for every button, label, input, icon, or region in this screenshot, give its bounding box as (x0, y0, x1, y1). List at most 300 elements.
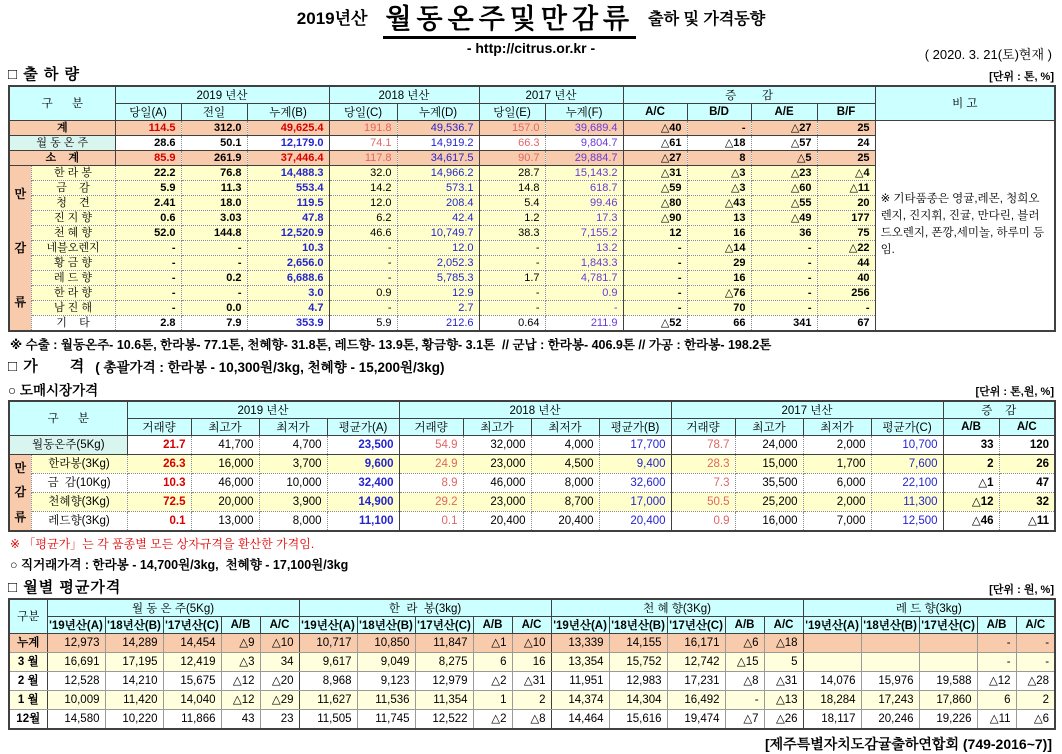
t2-cell: 32,000 (463, 435, 531, 454)
t3-cell: △8 (725, 671, 764, 690)
t3-subhead-2-3: A/B (725, 616, 764, 633)
t1-subhead-3: 당일(C) (329, 103, 397, 120)
t1-cell: 14,919.2 (397, 135, 479, 150)
t3-cell: 12,419 (163, 652, 221, 671)
t1-head-2019: 2019 년산 (115, 86, 329, 104)
t1-cell: 256 (817, 285, 875, 300)
t1-cell: 16 (687, 270, 751, 285)
t1-cell: - (751, 285, 817, 300)
t1-cell: △55 (751, 195, 817, 210)
t1-cell: 12,520.9 (247, 225, 329, 240)
t3-cell: △28 (1016, 671, 1055, 690)
t1-cell: 90.7 (479, 150, 545, 165)
t3-cell: 23 (260, 709, 299, 729)
t3-head-group-0: 월 동 온 주(5Kg) (47, 599, 299, 617)
t3-subhead-3-4: A/C (1016, 616, 1055, 633)
t3-subhead-3-0: '19년산(A) (803, 616, 861, 633)
t3-cell (861, 633, 919, 652)
t3-cell: 2 (1016, 690, 1055, 709)
t1-cell: 5.9 (115, 180, 181, 195)
t3-cell: △1 (473, 633, 512, 652)
t1-row-label: 한 라 향 (31, 285, 115, 300)
t1-cell: 12,179.0 (247, 135, 329, 150)
t3-subhead-0-3: A/B (221, 616, 260, 633)
t3-cell: 11,847 (415, 633, 473, 652)
t3-cell: - (1016, 633, 1055, 652)
t1-cell: △59 (623, 180, 687, 195)
t1-cell: 14.8 (479, 180, 545, 195)
t1-row-label: 진 지 향 (31, 210, 115, 225)
t2-row-2 (9, 473, 1055, 492)
t2-cell: 7.3 (671, 473, 735, 492)
t2-cell: 11,300 (871, 492, 943, 511)
t2-group-mangamryu (9, 454, 31, 531)
t3-cell: 12,522 (415, 709, 473, 729)
t1-cell: - (623, 255, 687, 270)
t3-subhead-1-1: '18년산(B) (357, 616, 415, 633)
t2-cell: 25,200 (735, 492, 803, 511)
t2-cell: 23,000 (463, 454, 531, 473)
t2-cell: 0.9 (671, 511, 735, 531)
t1-cell: 13 (687, 210, 751, 225)
t1-cell: △40 (623, 120, 687, 135)
t2-cell: 16,000 (191, 454, 259, 473)
monthly-section-title: □ 월별 평균가격 (8, 578, 122, 596)
t3-cell: - (977, 633, 1016, 652)
t2-cell: △46 (943, 511, 999, 531)
t1-cell: 24 (817, 135, 875, 150)
t2-cell: 29.2 (399, 492, 463, 511)
t3-cell: △7 (725, 709, 764, 729)
t2-subhead-4: 거래량 (399, 418, 463, 435)
t1-cell: 76.8 (181, 165, 247, 180)
t3-cell: 20,246 (861, 709, 919, 729)
t1-cell: 208.4 (397, 195, 479, 210)
t1-cell: 42.4 (397, 210, 479, 225)
site-url-link[interactable]: - http://citrus.or.kr - (466, 39, 596, 56)
t1-cell: - (623, 240, 687, 255)
t3-subhead-1-0: '19년산(A) (299, 616, 357, 633)
t3-cell: 19,474 (667, 709, 725, 729)
t1-cell: 0.6 (115, 210, 181, 225)
t1-head-gubun: 구 분 (9, 86, 115, 121)
t2-cell: 9,400 (599, 454, 671, 473)
t1-row-label: 기 타 (31, 315, 115, 331)
t3-cell: 13,354 (551, 652, 609, 671)
t1-cell: 25 (817, 150, 875, 165)
t1-cell: 2.7 (397, 300, 479, 315)
t2-cell: 3,900 (259, 492, 327, 511)
t3-cell: △6 (1016, 709, 1055, 729)
t3-cell: 12,973 (47, 633, 105, 652)
t2-subhead-1: 최고가 (191, 418, 259, 435)
t2-row-label: 월동온주(5Kg) (9, 435, 127, 454)
t2-subhead-13: A/C (999, 418, 1055, 435)
t3-cell: 11,866 (163, 709, 221, 729)
t2-cell: 9,600 (327, 454, 399, 473)
price-section-title: □ 가 격 (8, 357, 86, 375)
t2-row-3 (9, 492, 1055, 511)
t3-subhead-1-4: A/C (512, 616, 551, 633)
t1-cell: △43 (687, 195, 751, 210)
t1-cell: 14.2 (329, 180, 397, 195)
t3-cell: 17,243 (861, 690, 919, 709)
t1-cell: △14 (687, 240, 751, 255)
t1-cell: △4 (817, 165, 875, 180)
title-year: 2019년산 (296, 9, 368, 28)
t2-cell: 28.3 (671, 454, 735, 473)
monthly-section-line (8, 576, 1054, 597)
t2-subhead-5: 최고가 (463, 418, 531, 435)
group-letter: 감 (14, 485, 27, 500)
t2-subhead-2: 최저가 (259, 418, 327, 435)
t2-cell: 54.9 (399, 435, 463, 454)
group-letter: 만 (14, 186, 27, 201)
t1-cell: 4,781.7 (545, 270, 623, 285)
t3-subhead-2-2: '17년산(C) (667, 616, 725, 633)
t3-cell: 17,195 (105, 652, 163, 671)
shipment-unit-label: [단위 : 톤, %] (989, 70, 1054, 83)
t1-cell: 13.2 (545, 240, 623, 255)
t1-cell: 618.7 (545, 180, 623, 195)
subtitle-line (8, 40, 1054, 60)
t2-cell: 17,000 (599, 492, 671, 511)
t1-head-2018: 2018 년산 (329, 86, 479, 104)
t2-cell: 24.9 (399, 454, 463, 473)
t3-subhead-0-1: '18년산(B) (105, 616, 163, 633)
t1-cell: 36 (751, 225, 817, 240)
t1-cell: △60 (751, 180, 817, 195)
t3-subhead-3-2: '17년산(C) (919, 616, 977, 633)
export-note: ※ 수출 : 월동온주- 10.6톤, 한라봉- 77.1톤, 천혜향- 31.8톤, 레드향- 13.9톤, 황금향- 3.1톤 // 군납 : 한라봉- 406.9톤 // 가공 : 한라봉- 198.2톤 (10, 337, 772, 352)
t2-subhead-10: 최저가 (803, 418, 871, 435)
t2-subhead-8: 거래량 (671, 418, 735, 435)
t1-cell: 28.6 (115, 135, 181, 150)
t1-cell: - (545, 300, 623, 315)
t3-cell: 17,860 (919, 690, 977, 709)
t1-cell: △31 (623, 165, 687, 180)
wholesale-section-line (8, 379, 1054, 399)
t3-cell: 43 (221, 709, 260, 729)
t3-cell: 14,040 (163, 690, 221, 709)
t1-cell: △27 (751, 120, 817, 135)
t3-cell: 19,226 (919, 709, 977, 729)
t1-cell: 22.2 (115, 165, 181, 180)
shipment-table (8, 85, 1056, 332)
t1-cell: 67 (817, 315, 875, 331)
t3-cell: 11,536 (357, 690, 415, 709)
t1-cell: 46.6 (329, 225, 397, 240)
t2-cell: 8.9 (399, 473, 463, 492)
t1-cell: △22 (817, 240, 875, 255)
t2-cell: 33 (943, 435, 999, 454)
t1-row-label: 청 견 (31, 195, 115, 210)
t1-cell: 49,536.7 (397, 120, 479, 135)
report-date: ( 2020. 3. 21(토)현재 ) (924, 46, 1052, 62)
t3-cell: △2 (473, 709, 512, 729)
t3-cell: 14,210 (105, 671, 163, 690)
t3-cell: 11,420 (105, 690, 163, 709)
t1-cell: 117.8 (329, 150, 397, 165)
t1-cell: 14,966.2 (397, 165, 479, 180)
t3-cell: 18,117 (803, 709, 861, 729)
t1-cell: 52.0 (115, 225, 181, 240)
t2-cell: 22,100 (871, 473, 943, 492)
t3-cell (803, 633, 861, 652)
wholesale-title: ○ 도매시장가격 (8, 382, 99, 398)
t2-cell: 16,000 (735, 511, 803, 531)
price-summary-note: ( 총괄가격 : 한라봉 - 10,300원/3kg, 천혜향 - 15,200원/3kg) (95, 359, 445, 375)
t3-row-1 (9, 652, 1055, 671)
t1-cell: 66.3 (479, 135, 545, 150)
t3-head-group-2: 천 혜 향(3Kg) (551, 599, 803, 617)
t3-cell (861, 652, 919, 671)
t3-cell: 1 (473, 690, 512, 709)
t1-cell: △49 (751, 210, 817, 225)
t2-cell: 7,000 (803, 511, 871, 531)
t2-row-label: 레드향(3Kg) (31, 511, 127, 531)
t2-cell: 12,500 (871, 511, 943, 531)
t1-cell: 12.0 (397, 240, 479, 255)
t2-subhead-3: 평균가(A) (327, 418, 399, 435)
t1-cell: 2.41 (115, 195, 181, 210)
t2-cell: 3,700 (259, 454, 327, 473)
t1-cell: 211.9 (545, 315, 623, 331)
t2-cell: 10.3 (127, 473, 191, 492)
t1-cell: 144.8 (181, 225, 247, 240)
t1-cell: △3 (687, 165, 751, 180)
t3-subhead-3-1: '18년산(B) (861, 616, 919, 633)
t3-cell: 12,983 (609, 671, 667, 690)
t1-cell: 191.8 (329, 120, 397, 135)
t3-cell: △6 (725, 633, 764, 652)
t3-cell: 14,454 (163, 633, 221, 652)
t1-cell: △27 (623, 150, 687, 165)
t1-cell: 12.9 (397, 285, 479, 300)
t1-cell: 5.4 (479, 195, 545, 210)
t1-row-label: 네블오렌지 (31, 240, 115, 255)
monthly-unit-label: [단위 : 원, %] (989, 583, 1054, 596)
t2-cell: 23,500 (327, 435, 399, 454)
t1-remark: ※ 기타품종은 영귤,레몬, 청희오렌지, 진지휘, 진귤, 만다린, 블러드오렌지, 폰깡,세미놀, 하루미 등 임. (875, 120, 1055, 331)
t1-subhead-5: 당일(E) (479, 103, 545, 120)
t3-cell: 15,752 (609, 652, 667, 671)
t2-header-row (9, 401, 1055, 419)
t2-cell: 2,000 (803, 492, 871, 511)
t1-cell: △57 (751, 135, 817, 150)
t3-cell: - (977, 652, 1016, 671)
t3-cell (919, 652, 977, 671)
t3-cell: 12,742 (667, 652, 725, 671)
t1-cell: 12 (623, 225, 687, 240)
t2-row-label: 천혜향(3Kg) (31, 492, 127, 511)
t3-cell: 12,528 (47, 671, 105, 690)
t1-subhead-4: 누계(D) (397, 103, 479, 120)
t1-cell: - (751, 300, 817, 315)
t1-cell: 9,804.7 (545, 135, 623, 150)
t1-subhead-7: A/C (623, 103, 687, 120)
t1-cell: 38.3 (479, 225, 545, 240)
t2-cell: 20,000 (191, 492, 259, 511)
t3-cell: 16,492 (667, 690, 725, 709)
t1-cell: - (751, 240, 817, 255)
t3-row-label: 12월 (9, 709, 47, 729)
t3-cell: △8 (512, 709, 551, 729)
t3-row-0 (9, 633, 1055, 652)
t3-cell: 14,304 (609, 690, 667, 709)
t2-cell: 32,400 (327, 473, 399, 492)
t2-cell: 21.7 (127, 435, 191, 454)
t1-cell: 1.2 (479, 210, 545, 225)
t1-cell: - (329, 270, 397, 285)
t1-cell: 40 (817, 270, 875, 285)
t2-row-label: 금 감(10Kg) (31, 473, 127, 492)
t3-row-label: 1 월 (9, 690, 47, 709)
t1-cell: △90 (623, 210, 687, 225)
t3-subhead-1-2: '17년산(C) (415, 616, 473, 633)
t2-row-1 (9, 454, 1055, 473)
t1-row-label: 한 라 봉 (31, 165, 115, 180)
t1-cell: - (115, 255, 181, 270)
t1-cell: △23 (751, 165, 817, 180)
t1-cell: - (623, 270, 687, 285)
t2-subhead-6: 최저가 (531, 418, 599, 435)
avg-price-note: ※ 「평균가」는 각 품종별 모든 상자규격을 환산한 가격임. (10, 536, 315, 551)
t2-subhead-9: 최고가 (735, 418, 803, 435)
t1-cell: 32.0 (329, 165, 397, 180)
t2-cell: 8,700 (531, 492, 599, 511)
t3-cell: 16,691 (47, 652, 105, 671)
t2-row-label: 한라봉(3Kg) (31, 454, 127, 473)
t1-subhead-6: 누계(F) (545, 103, 623, 120)
title-line (8, 2, 1054, 39)
t1-cell: 25 (817, 120, 875, 135)
footer-org: [제주특별자치도감귤출하연합회 (749-2016~7)] (764, 735, 1052, 752)
t3-row-4 (9, 709, 1055, 729)
t1-cell: 2,052.3 (397, 255, 479, 270)
t2-cell: 0.1 (399, 511, 463, 531)
t1-cell: △52 (623, 315, 687, 331)
t3-subhead-2-4: A/C (764, 616, 803, 633)
t1-cell: 12.0 (329, 195, 397, 210)
t2-cell: 10,000 (259, 473, 327, 492)
t3-cell: △29 (260, 690, 299, 709)
t3-cell: 10,717 (299, 633, 357, 652)
t1-cell: 14,488.3 (247, 165, 329, 180)
shipment-section-title: □ 출 하 량 (8, 65, 81, 83)
t3-header-row (9, 599, 1055, 617)
t1-cell: - (623, 285, 687, 300)
t2-cell: 47 (999, 473, 1055, 492)
t1-cell: - (751, 270, 817, 285)
t1-cell: 2,656.0 (247, 255, 329, 270)
t1-cell: 8 (687, 150, 751, 165)
t2-cell: 41,700 (191, 435, 259, 454)
t1-cell: 99.46 (545, 195, 623, 210)
t1-cell: 29 (687, 255, 751, 270)
t1-cell: 0.2 (181, 270, 247, 285)
t2-cell: 72.5 (127, 492, 191, 511)
t2-cell: 1,700 (803, 454, 871, 473)
t1-cell: △80 (623, 195, 687, 210)
t3-cell: 18,284 (803, 690, 861, 709)
t3-cell: 34 (260, 652, 299, 671)
t1-cell: △18 (687, 135, 751, 150)
t1-row-0 (9, 120, 1055, 135)
t3-cell: △20 (260, 671, 299, 690)
t2-row-0 (9, 435, 1055, 454)
t3-cell: 9,123 (357, 671, 415, 690)
t1-header-row (9, 86, 1055, 104)
t2-cell: 15,000 (735, 454, 803, 473)
t3-cell: - (725, 690, 764, 709)
t3-cell: 15,616 (609, 709, 667, 729)
t3-row-label: 2 월 (9, 671, 47, 690)
t1-cell: △5 (751, 150, 817, 165)
t1-cell: - (479, 240, 545, 255)
t2-cell: 35,500 (735, 473, 803, 492)
t3-cell: 11,354 (415, 690, 473, 709)
t1-cell: 3.0 (247, 285, 329, 300)
t2-cell: △12 (943, 492, 999, 511)
title-suffix: 출하 및 가격동향 (648, 11, 766, 28)
t1-group-mangamryu (9, 165, 31, 331)
t2-head-2019: 2019 년산 (127, 401, 399, 419)
t2-cell: 4,000 (531, 435, 599, 454)
t1-cell: 75 (817, 225, 875, 240)
t3-cell: △13 (764, 690, 803, 709)
t3-cell: 15,675 (163, 671, 221, 690)
t1-cell: 11.3 (181, 180, 247, 195)
t1-cell: - (115, 270, 181, 285)
t3-cell: △26 (764, 709, 803, 729)
t3-cell: △31 (764, 671, 803, 690)
t1-cell: 7,155.2 (545, 225, 623, 240)
t1-row-label: 소 계 (9, 150, 115, 165)
t2-cell: △1 (943, 473, 999, 492)
monthly-price-table (8, 598, 1056, 730)
t3-cell: △12 (221, 690, 260, 709)
t3-head-group-1: 한 라 봉(3kg) (299, 599, 551, 617)
t2-cell: 120 (999, 435, 1055, 454)
t3-cell: △10 (260, 633, 299, 652)
t1-cell: 6,688.6 (247, 270, 329, 285)
direct-price-note: ○ 직거래가격 : 한라봉 - 14,700원/3kg, 천혜향 - 17,100원/3kg (10, 557, 349, 572)
t3-row-2 (9, 671, 1055, 690)
t3-cell (919, 633, 977, 652)
t1-cell: - (479, 255, 545, 270)
t2-cell: 8,000 (259, 511, 327, 531)
t1-cell: - (687, 120, 751, 135)
t2-subhead-12: A/B (943, 418, 999, 435)
t3-row-3 (9, 690, 1055, 709)
price-section-line (8, 355, 1054, 376)
t3-subhead-0-0: '19년산(A) (47, 616, 105, 633)
t1-cell: - (329, 240, 397, 255)
t3-cell: 14,374 (551, 690, 609, 709)
t1-subhead-0: 당일(A) (115, 103, 181, 120)
t1-cell: - (329, 255, 397, 270)
t1-row-label: 황 금 향 (31, 255, 115, 270)
t3-subhead-3-3: A/B (977, 616, 1016, 633)
t3-cell: 5 (764, 652, 803, 671)
t3-cell: △12 (221, 671, 260, 690)
t3-cell: △9 (221, 633, 260, 652)
t3-cell: 8,275 (415, 652, 473, 671)
t1-cell: 3.03 (181, 210, 247, 225)
t2-cell: 32,600 (599, 473, 671, 492)
t3-cell: 12,979 (415, 671, 473, 690)
